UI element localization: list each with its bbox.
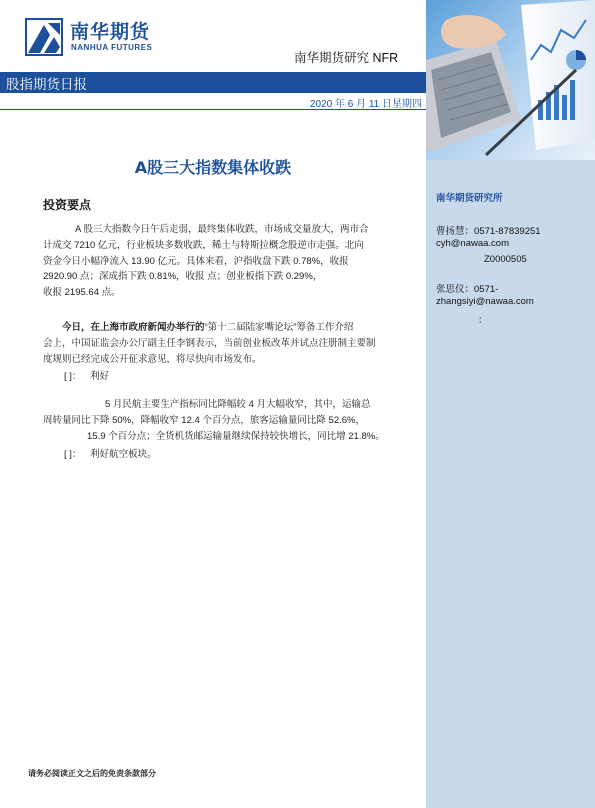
paragraph-aviation <box>43 397 413 444</box>
section-heading: 投资要点 <box>43 198 92 212</box>
report-band <box>0 72 426 93</box>
nanhua-logo-icon <box>24 17 64 57</box>
analyst-license: Z0000505 <box>484 254 527 265</box>
impact-bracket: [ ] <box>64 371 72 382</box>
paragraph-policy-news <box>43 320 413 367</box>
paragraph-line: “第十二届陆家嘴论坛”筹备工作介绍 <box>204 322 354 333</box>
logo-english-name: NANHUA FUTURES <box>71 43 153 52</box>
paragraph-line: 会上，中国证监会办公厅副主任李钢表示，当前创业板改革并试点注册制主要制 <box>43 337 376 349</box>
logo-chinese-name: 南华期货 <box>70 21 151 43</box>
header-photo <box>426 0 595 160</box>
paragraph-line: 2920.90 点；深成指下跌 0.81%，收报 点；创业板指下跌 0.29%， <box>43 271 323 283</box>
paragraph-line: 15.9 个百分点；全货机货邮运输量继续保持较快增长，同比增 21.8%。 <box>87 430 385 442</box>
analyst-email: zhangsiyi@nawaa.com <box>436 296 534 307</box>
sidebar-heading: 南华期货研究所 <box>436 193 503 204</box>
disclaimer-footer: 请务必阅读正文之后的免责条款部分 <box>28 769 156 778</box>
impact-bracket: [ ] <box>64 449 72 460</box>
analyst-contact: 张思仪：0571- <box>436 284 499 295</box>
impact-tag-1: [ ]： 利好 <box>64 371 110 382</box>
analyst-email: cyh@nawaa.com <box>436 238 510 249</box>
paragraph-line: 5 月民航主要生产指标同比降幅较 4 月大幅收窄，其中，运输总 <box>105 399 371 410</box>
paragraph-line: 资金今日小幅净流入 13.90 亿元。具体来看，沪指收盘下跌 0.78%，收报 <box>43 255 349 267</box>
impact-tag-2: [ ]： 利好航空板块。 <box>64 449 157 460</box>
analyst-contact: 曹扬慧：0571-87839251 <box>436 226 541 237</box>
impact-text: 利好航空板块。 <box>90 449 157 460</box>
analyst-license: ： <box>478 315 488 326</box>
research-title: 南华期货研究 NFR <box>294 51 399 65</box>
paragraph-line: 周转量同比下降 50%，降幅收窄 12.4 个百分点，旅客运输量同比降 52.6%， <box>43 414 365 426</box>
paragraph-line: 计成交 7210 亿元，行业板块多数收跌，稀土与特斯拉概念股逆市走强。北向 <box>43 239 364 251</box>
paragraph-line: A 股三大指数今日午后走弱，最终集体收跌，市场成交量放大，两市合 <box>75 224 369 235</box>
paragraph-lead: 今日，在上海市政府新闻办举行的 <box>62 322 205 333</box>
paragraph-market-summary <box>43 222 413 301</box>
paragraph-line: 度规则已经完成公开征求意见，将尽快向市场发布。 <box>43 353 262 365</box>
laptop-chart-image <box>426 0 595 160</box>
company-logo <box>24 15 164 60</box>
article-title: A股三大指数集体收跌 <box>134 158 292 177</box>
impact-text: 利好 <box>90 371 110 382</box>
report-type-title: 股指期货日报 <box>6 77 87 93</box>
paragraph-line: 收报 2195.64 点。 <box>43 287 121 299</box>
report-date: 2020 年 6 月 11 日星期四 <box>309 99 422 110</box>
date-line <box>0 93 426 110</box>
